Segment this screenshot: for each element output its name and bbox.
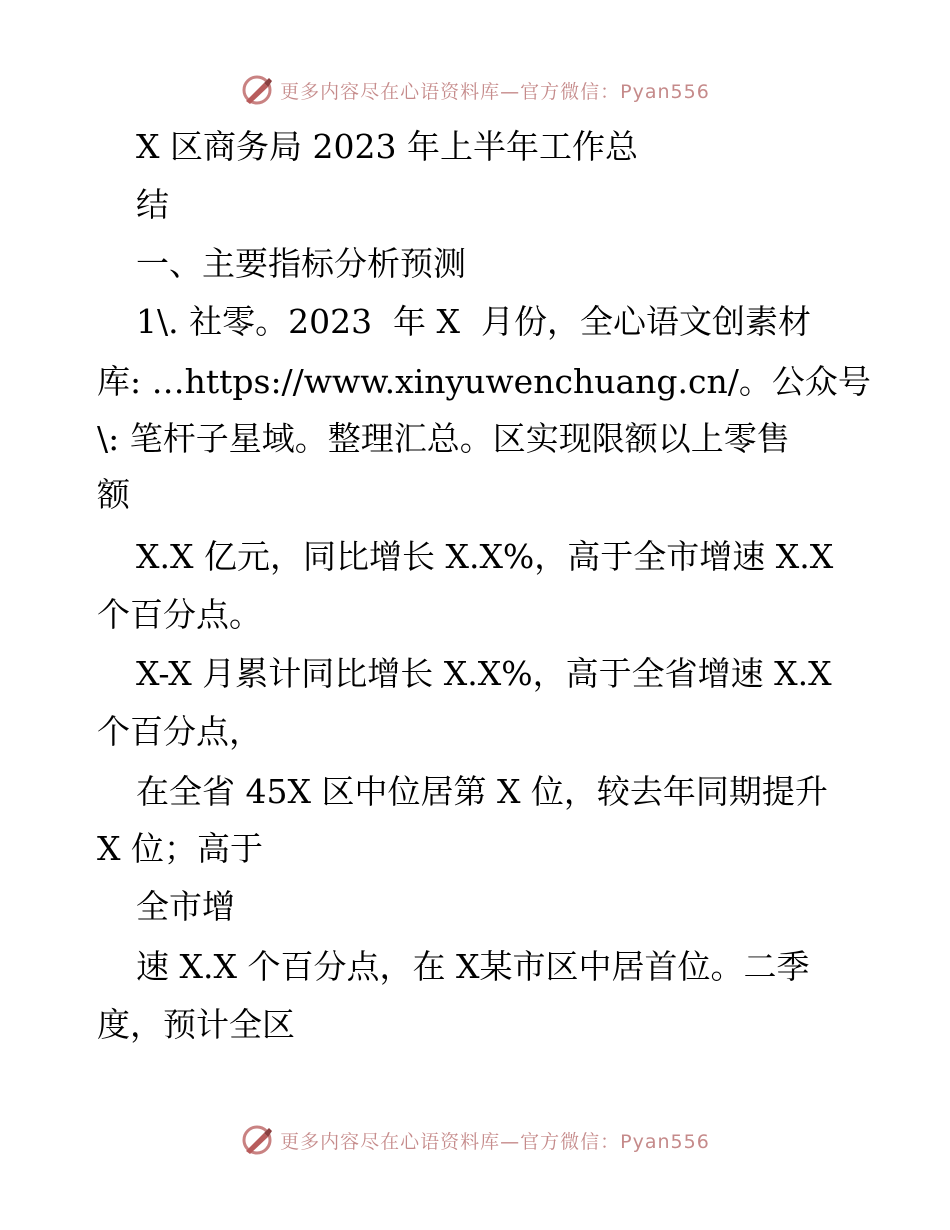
pen-logo-icon <box>240 73 274 107</box>
paragraph-line: 个百分点， <box>97 712 262 751</box>
watermark-text: 更多内容尽在心语资料库—官方微信：Pyan556 <box>280 80 710 103</box>
watermark-text: 更多内容尽在心语资料库—官方微信：Pyan556 <box>280 1130 710 1153</box>
paragraph-line: 1\. 社零。2023 年 X 月份，全心语文创素材 <box>136 302 812 341</box>
paragraph-line: X 位；高于 <box>97 829 263 868</box>
footer-watermark <box>0 1120 950 1160</box>
paragraph-line: 额 <box>97 475 130 514</box>
paragraph-line: 在全省 45X 区中位居第 X 位，较去年同期提升 <box>136 772 828 811</box>
paragraph-line: 个百分点。 <box>97 595 262 634</box>
paragraph-line: 全市增 <box>136 887 235 926</box>
paragraph-line: X-X 月累计同比增长 X.X%，高于全省增速 X.X <box>136 654 832 693</box>
title-line-2: 结 <box>136 185 169 224</box>
pen-logo-icon <box>240 1123 274 1157</box>
paragraph-line: 度，预计全区 <box>97 1005 295 1044</box>
header-watermark <box>0 70 950 110</box>
paragraph-line: \: 笔杆子星域。整理汇总。区实现限额以上零售 <box>97 419 790 458</box>
paragraph-line: 速 X.X 个百分点，在 X某市区中居首位。二季 <box>136 947 810 986</box>
title-line-1: X 区商务局 2023 年上半年工作总 <box>136 127 638 166</box>
section-heading: 一、主要指标分析预测 <box>136 244 466 283</box>
paragraph-line: 库: …https://www.xinyuwenchuang.cn/。公众号 <box>97 362 871 401</box>
paragraph-line: X.X 亿元，同比增长 X.X%，高于全市增速 X.X <box>136 537 834 576</box>
